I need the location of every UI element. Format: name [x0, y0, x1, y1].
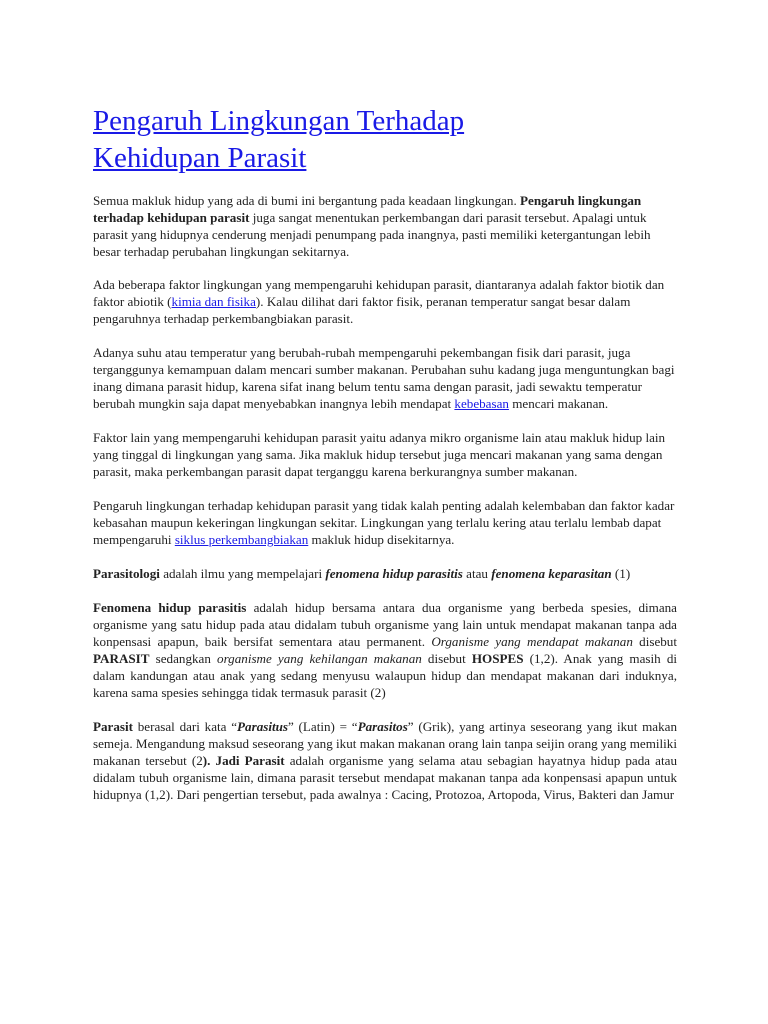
paragraph-humidity: Pengaruh lingkungan terhadap kehidupan parasit yang tidak kalah penting adalah kelembaban dan faktor kadar kebasahan maupun kekeringan lingkungan sekitar. Lingkungan yang terlalu kering atau terlalu lembab dapat mempengaruhi siklus perkembangbiakan makluk hidup disekitarnya.: [93, 498, 675, 547]
document-page: [93, 103, 677, 820]
page-title: [93, 103, 677, 177]
link-siklus[interactable]: siklus perkembangbiakan: [174, 532, 309, 547]
paragraph-fenomena: Fenomena hidup parasitis adalah hidup bersama antara dua organisme yang berbeda spesies, dimana organisme yang satu hidup pada atau didalam tubuh organisme yang lain untuk mendapat makanan tanpa ada konpensasi apapun, baik bersifat sementara atau permanent. Organisme yang mendapat makanan disebut PARASIT sedangkan organisme yang kehilangan makanan disebut HOSPES (1,2). Anak yang masih di dalam kandungan atau anak yang sedang menyusu walaupun hidup dan mendapat makanan dari induknya, karena sama spesies sehingga tidak termasuk parasit (2): [93, 600, 678, 700]
paragraph-intro: Semua makluk hidup yang ada di bumi ini bergantung pada keadaan lingkungan. Pengaruh lingkungan terhadap kehidupan parasit juga sangat menentukan perkembangan dari parasit tersebut. Apalagi untuk parasit yang hidupnya cenderung menjadi penumpang pada inangnya, pasti memiliki ketergantungan lebih besar terhadap perubahan lingkungan sekitarnya.: [93, 193, 651, 259]
paragraph-temperature: Adanya suhu atau temperatur yang berubah-rubah mempengaruhi pekembangan fisik dari parasit, juga terganggunya kemampuan dalam mencari sumber makanan. Perubahan suhu kadang juga menguntungkan bagi inang dimana parasit hidup, karena sifat inang belum tentu sama dengan parasit, jadi sewaktu temperatur berubah mungkin saja dapat menyebabkan inangnya lebih mendapat kebebasan mencari makanan.: [93, 345, 675, 411]
paragraph-parasitologi: Parasitologi adalah ilmu yang mempelajari fenomena hidup parasitis atau fenomena keparasitan (1): [93, 566, 631, 581]
paragraph-factors: Ada beberapa faktor lingkungan yang mempengaruhi kehidupan parasit, diantaranya adalah faktor biotik dan faktor abiotik (kimia dan fisika). Kalau dilihat dari faktor fisik, peranan temperatur sangat besar dalam pengaruhnya terhadap perkembangbiakan parasit.: [93, 277, 665, 326]
paragraph-parasit-definition: Parasit berasal dari kata “Parasitus” (Latin) = “Parasitos” (Grik), yang artinya seseorang yang ikut makan semeja. Mengandung maksud seseorang yang ikut makan makanan orang lain tanpa seijin orang yang memiliki makanan tersebut (2). Jadi Parasit adalah organisme yang selama atau sebagian hayatnya hidup pada atau didalam tubuh organisme lain, dimana parasit tersebut mendapat makanan tanpa ada konpensasi apapun untuk hidupnya (1,2). Dari pengertian tersebut, pada awalnya : Cacing, Protozoa, Artopoda, Virus, Bakteri dan Jamur: [93, 719, 677, 802]
title-link[interactable]: Pengaruh Lingkungan Terhadap Kehidupan Parasit: [93, 105, 465, 174]
link-kebebasan[interactable]: kebebasan: [454, 396, 509, 411]
paragraph-other-factors: Faktor lain yang mempengaruhi kehidupan parasit yaitu adanya mikro organisme lain atau makluk hidup lain yang tinggal di lingkungan yang sama. Jika makluk hidup tersebut juga mencari makanan yang sama dengan parasit, maka perkembangan parasit dapat terganggu karena berkurangnya sumber makanan.: [93, 430, 666, 479]
link-kimia-fisika[interactable]: kimia dan fisika: [171, 294, 256, 309]
